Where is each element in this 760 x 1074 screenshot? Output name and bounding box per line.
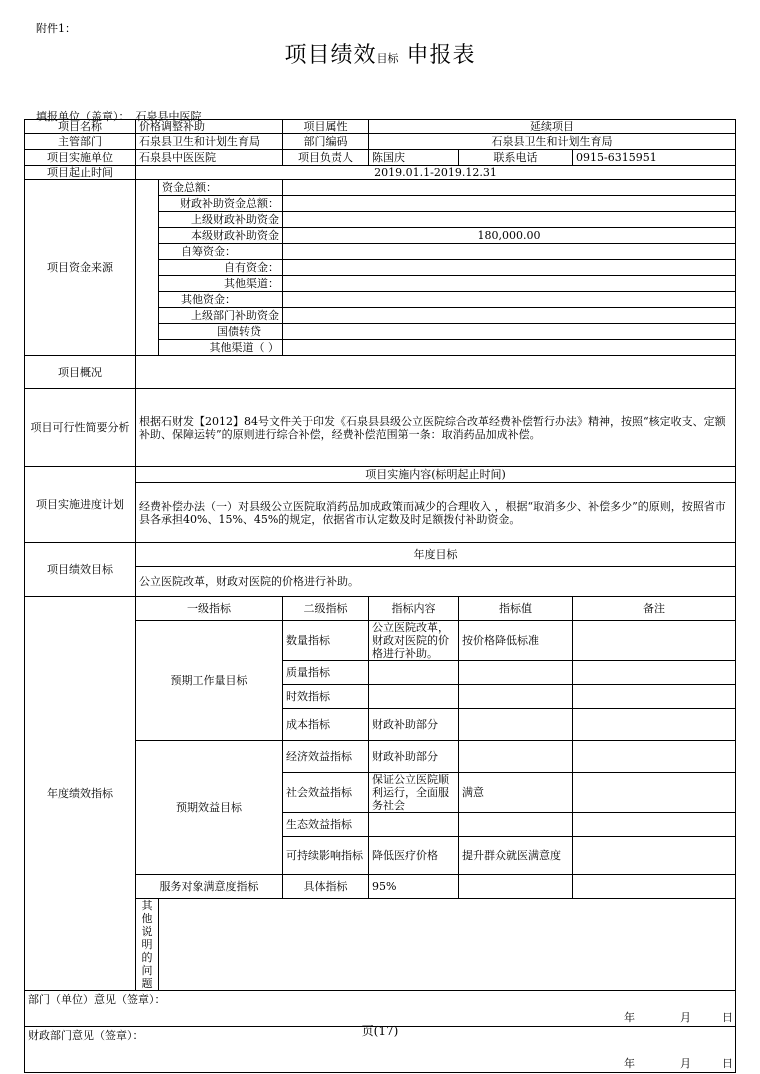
dept-opinion-label: 部门（单位）意见（签章）： (28, 993, 166, 1006)
indicator-value: 按价格降低标准 (459, 621, 573, 661)
indicator-value (459, 741, 573, 773)
date-year: 年 (624, 1057, 635, 1070)
fund-value (283, 196, 736, 212)
progress-text: 经费补偿办法（一）对县级公立医院取消药品加成政策而减少的合理收入 ，根据“取消多少、补偿多少”的原则，按照省市县各承担40%、15%、45%的规定，依据省市认定数及时足额拨付补助资金。 (136, 483, 736, 543)
row-progress-header (25, 467, 736, 483)
indicator-value (459, 875, 573, 899)
funds-label: 项目资金来源 (25, 180, 136, 356)
indicator-value (459, 709, 573, 741)
fund-value (283, 260, 736, 276)
indicator-content: 95% (369, 875, 459, 899)
indicators-header-row (25, 597, 736, 621)
dept-code-label: 部门编码 (283, 134, 369, 150)
indicators-label: 年度绩效指标 (25, 597, 136, 991)
goal-text: 公立医院改革，财政对医院的价格进行补助。 (136, 567, 736, 597)
fund-name: 自筹资金： (159, 244, 283, 260)
indicator-l2: 数量指标 (283, 621, 369, 661)
fund-name: 其他资金： (159, 292, 283, 308)
indicator-l2: 时效指标 (283, 685, 369, 709)
fund-name: 其他渠道： (159, 276, 283, 292)
progress-label: 项目实施进度计划 (25, 467, 136, 543)
period-label: 项目起止时间 (25, 166, 136, 180)
dept-code-value: 石泉县卫生和计划生育局 (369, 134, 736, 150)
row-dept (25, 134, 736, 150)
indicator-note (573, 837, 736, 875)
row-impl-unit (25, 150, 736, 166)
fund-value (283, 276, 736, 292)
indicator-l2: 成本指标 (283, 709, 369, 741)
dept-value: 石泉县卫生和计划生育局 (136, 134, 283, 150)
overview-text (136, 356, 736, 389)
goal-label: 项目绩效目标 (25, 543, 136, 597)
fund-name: 其他渠道（ ） (159, 340, 283, 356)
impl-unit-value: 石泉县中医医院 (136, 150, 283, 166)
indicator-content: 降低医疗价格 (369, 837, 459, 875)
title-main: 项目绩效 (284, 43, 377, 68)
indicator-group-satisfaction: 服务对象满意度指标 (136, 875, 283, 899)
project-attr-value: 延续项目 (369, 120, 736, 134)
phone-value: 0915-6315951 (573, 150, 736, 166)
date-year: 年 (624, 1011, 635, 1024)
fund-value (283, 324, 736, 340)
page-number: 页(17) (361, 1024, 399, 1038)
fund-name: 国债转贷 (159, 324, 283, 340)
indicator-content: 财政补助部分 (369, 741, 459, 773)
fund-row (25, 180, 736, 196)
indicator-header: 二级指标 (283, 597, 369, 621)
row-period (25, 166, 736, 180)
project-name-label: 项目名称 (25, 120, 136, 134)
fund-value (283, 292, 736, 308)
fund-value (283, 244, 736, 260)
finance-opinion-label: 财政部门意见（签章）： (28, 1029, 144, 1042)
feasibility-text: 根据石财发【2012】84号文件关于印发《石泉县县级公立医院综合改革经费补偿暂行办法》精神，按照“核定收支、定额补助、保障运转”的原则进行综合补偿，经费补偿范围第一条：取消药品加成补偿。 (136, 389, 736, 467)
indicator-note (573, 813, 736, 837)
indicator-content: 保证公立医院顺利运行，全面服务社会 (369, 773, 459, 813)
fund-name: 本级财政补助资金 (159, 228, 283, 244)
indicator-note (573, 773, 736, 813)
indicator-l2: 经济效益指标 (283, 741, 369, 773)
fund-name: 财政补助资金总额： (159, 196, 283, 212)
indicator-l2: 质量指标 (283, 661, 369, 685)
title-garbled-text: 目标 (376, 52, 399, 65)
impl-unit-label: 项目实施单位 (25, 150, 136, 166)
progress-header: 项目实施内容(标明起止时间) (136, 467, 736, 483)
indicator-content: 财政补助部分 (369, 709, 459, 741)
fund-value (283, 180, 736, 196)
project-attr-label: 项目属性 (283, 120, 369, 134)
date-day: 日 (722, 1011, 733, 1024)
fund-value (283, 308, 736, 324)
other-text (159, 899, 736, 991)
indicator-content: 公立医院改革，财政对医院的价格进行补助。 (369, 621, 459, 661)
other-label: 其他说明的问题 (136, 899, 159, 991)
indicator-value (459, 685, 573, 709)
project-name-value: 价格调整补助 (136, 120, 283, 134)
dept-label: 主管部门 (25, 134, 136, 150)
indicator-note (573, 685, 736, 709)
feasibility-label: 项目可行性简要分析 (25, 389, 136, 467)
row-project-name (25, 120, 736, 134)
indicator-note (573, 621, 736, 661)
indicator-header: 一级指标 (136, 597, 283, 621)
indicator-note (573, 875, 736, 899)
page-title (0, 38, 760, 69)
leader-value: 陈国庆 (369, 150, 459, 166)
finance-opinion-date (624, 1057, 733, 1070)
fund-value: 180,000.00 (283, 228, 736, 244)
indicator-l2: 社会效益指标 (283, 773, 369, 813)
indicator-note (573, 661, 736, 685)
date-day: 日 (722, 1057, 733, 1070)
indicator-value (459, 661, 573, 685)
filler-unit-value: 石泉县中医院 (135, 110, 202, 123)
fund-value (283, 340, 736, 356)
indicator-l2: 具体指标 (283, 875, 369, 899)
attachment-label: 附件1： (36, 22, 76, 35)
date-month: 月 (680, 1057, 691, 1070)
period-value: 2019.01.1-2019.12.31 (136, 166, 736, 180)
indicator-content (369, 661, 459, 685)
indicator-note (573, 741, 736, 773)
fund-name: 上级部门补助资金 (159, 308, 283, 324)
indicator-l2: 可持续影响指标 (283, 837, 369, 875)
goal-header: 年度目标 (136, 543, 736, 567)
fund-name: 上级财政补助资金 (159, 212, 283, 228)
title-tail: 申报表 (406, 43, 476, 68)
row-overview (25, 356, 736, 389)
fund-name: 自有资金： (159, 260, 283, 276)
indicator-header: 备注 (573, 597, 736, 621)
indicator-group-benefit: 预期效益目标 (136, 741, 283, 875)
fund-name: 资金总额： (159, 180, 283, 196)
indicator-header: 指标值 (459, 597, 573, 621)
overview-label: 项目概况 (25, 356, 136, 389)
indicator-l2: 生态效益指标 (283, 813, 369, 837)
leader-label: 项目负责人 (283, 150, 369, 166)
indicator-value: 提升群众就医满意度 (459, 837, 573, 875)
filler-unit-label: 填报单位（盖章）： (36, 110, 130, 123)
indicator-content (369, 685, 459, 709)
indicator-content (369, 813, 459, 837)
indicator-note (573, 709, 736, 741)
indicator-header: 指标内容 (369, 597, 459, 621)
fund-value (283, 212, 736, 228)
indicator-value: 满意 (459, 773, 573, 813)
declaration-table (24, 119, 736, 1073)
indicator-group-workload: 预期工作量目标 (136, 621, 283, 741)
row-feasibility (25, 389, 736, 467)
indicator-value (459, 813, 573, 837)
date-month: 月 (680, 1011, 691, 1024)
row-goal-header (25, 543, 736, 567)
phone-label: 联系电话 (459, 150, 573, 166)
